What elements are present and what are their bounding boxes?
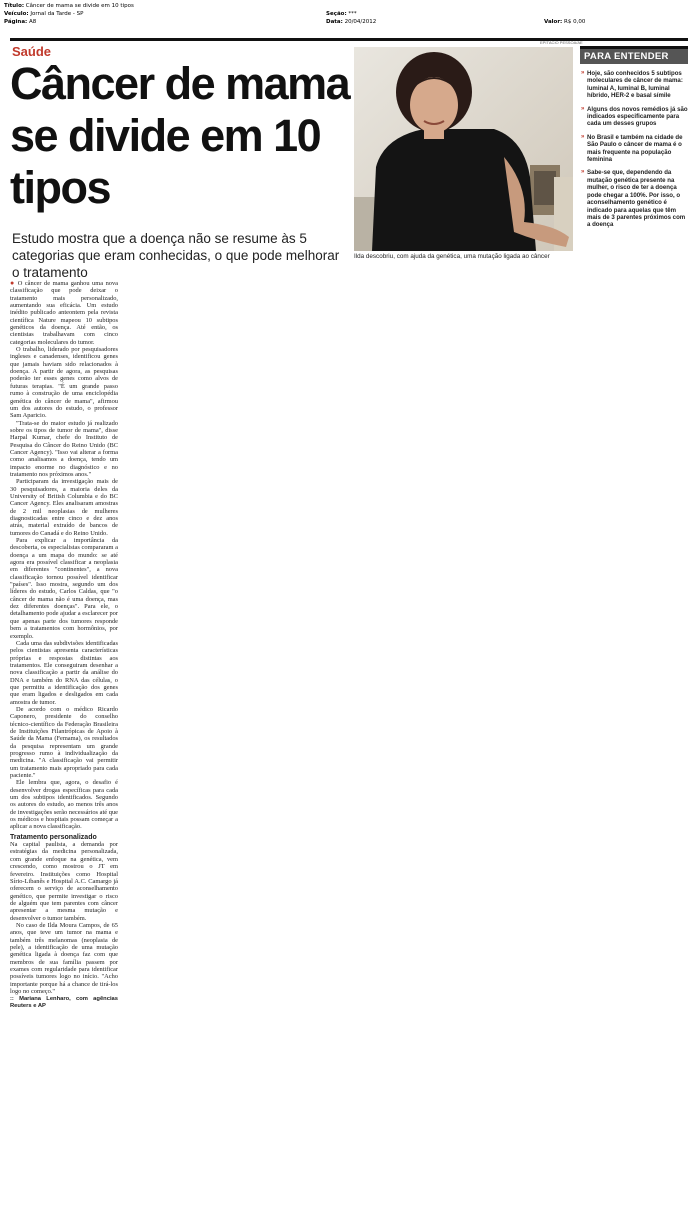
value-value: R$ 0,00: [564, 19, 586, 25]
woman-portrait-illustration: [354, 47, 573, 251]
section-label: Seção:: [326, 11, 347, 17]
sidebar-item: » Sabe-se que, dependendo da mutação genética presente na mulher, o risco de ter a doença pode chegar a 100%. Por isso, o aconselhamento genético é indicado para aquelas que têm mais de 3 parentes próximos com a doença: [581, 169, 686, 229]
date-value: 20/04/2012: [344, 19, 377, 25]
title-label: Título:: [4, 3, 25, 9]
value-label: Valor:: [544, 19, 563, 25]
paragraph: O trabalho, liderado por pesquisadores ingleses e canadenses, identificou genes que jamais haviam sido relacionados à doença. A partir de agora, as pesquisas poderão ter esses genes como alvos de futuras terapias. "É um grande passo rumo à construção de uma enciclopédia genética do câncer de mama", afirmou um dos autores do estudo, o professor Sam Aparicio.: [10, 346, 118, 420]
sidebar-item: » No Brasil e também na cidade de São Paulo o câncer de mama é o mais frequente na população feminina: [581, 133, 683, 164]
byline: :: Mariana Lenharo, com agências Reuters e AP: [10, 996, 118, 1010]
meta-row-page: [4, 19, 696, 27]
date-label: Data:: [326, 19, 343, 25]
paragraph: Para explicar a importância da descoberta, os especialistas compararam a doença a um mapa do mundo: se até agora era possível classificar a neoplasia em diferentes "continentes", a nova classificação tornou possível identificar "países". Isso mostra, segundo um dos líderes do estudo, Carlos Caldas, que "o câncer de mama não é uma doença, mas dez diferentes doenças". Para ele, o detalhamento pode ajudar a esclarecer por que apenas parte dos tumores responde bem a tratamentos com hormônios, por exemplo.: [10, 537, 118, 640]
clipping-metadata: [4, 3, 696, 27]
section-value: ***: [348, 11, 357, 17]
meta-row-vehicle: [4, 11, 696, 19]
paragraph: Participaram da investigação mais de 30 pesquisadores, a maioria deles da University of British Columbia e do BC Cancer Agency. Eles analisaram amostras de 2 mil neoplasias de mulheres diagnosticadas entre cinco e dez anos atrás, material extraído de bancos de tumores do Canadá e do Reino Unido.: [10, 478, 118, 537]
arrow-icon: »: [581, 169, 585, 176]
bullet-icon: ●: [10, 279, 16, 287]
headline: Câncer de mama se divide em 10 tipos: [10, 58, 350, 213]
paragraph: Ele lembra que, agora, o desafio é desenvolver drogas específicas para cada um dos subtipos identificados. Segundo os autores do estudo, ao menos três anos de investigações serão necessários até que os médicos e hospitais possam começar a aplicar a nova classificação.: [10, 779, 118, 831]
vehicle-value: Jornal da Tarde - SP: [30, 11, 84, 17]
article-photo: [354, 47, 573, 251]
meta-row-title: [4, 3, 696, 11]
title-value: Câncer de mama se divide em 10 tipos: [25, 3, 134, 9]
top-rule: [10, 38, 688, 41]
page-value: A8: [29, 19, 37, 25]
paragraph: "Trata-se do maior estudo já realizado sobre os tipos de tumor de mama", disse Harpal Kumar, chefe do Instituto de Pesquisa do Câncer do Reino Unido (BC Cancer Agency). "Isso vai alterar a forma como analisamos a doença, tendo um impacto enorme no diagnóstico e no tratamento nos próximos anos.": [10, 419, 118, 478]
subhead: Tratamento personalizado: [10, 833, 97, 841]
deck-subtitle: Estudo mostra que a doença não se resume às 5 categorias que eram conhecidas, o que pode melhorar o tratamento: [12, 231, 340, 280]
paragraph: ● O câncer de mama ganhou uma nova classificação que pode deixar o tratamento mais personalizado, aumentando sua eficácia. Um estudo inédito publicado anteontem pela revista científica Nature mapeou 10 subtipos genéticos da doença. Até então, os cientistas trabalhavam com cinco categorias moleculares do tumor.: [10, 279, 118, 346]
sidebar-item: » Alguns dos novos remédios já são indicados especificamente para cada um desses grupos: [581, 105, 688, 128]
photo-caption: Ilda descobriu, com ajuda da genética, uma mutação ligada ao câncer: [354, 253, 550, 260]
vehicle-label: Veículo:: [4, 11, 29, 17]
sidebar-para-entender: [580, 46, 688, 262]
photo-credit: EPITÁCIO PESSOA/AE: [540, 40, 583, 45]
arrow-icon: »: [581, 133, 585, 140]
sidebar-item: » Hoje, são conhecidos 5 subtipos moleculares de câncer de mama: luminal A, luminal B, luminal híbrido, HER-2 e basal símile: [581, 70, 683, 100]
section-label-saude: Saúde: [12, 44, 52, 59]
sidebar-title: PARA ENTENDER: [580, 49, 688, 64]
paragraph: De acordo com o médico Ricardo Caponero, presidente do conselho técnico-científico da Federação Brasileira de Instituições Filantrópicas de Apoio à Saúde da Mama (Femama), os resultados da pesquisa representam um grande progresso rumo à individualização da medicina. "A classificação vai permitir um tratamento mais apropriado para cada paciente.": [10, 705, 118, 780]
paragraph: No caso de Ilda Moura Campos, de 65 anos, que teve um tumor na mama e também três melanomas (neoplasia de pele), a identificação de uma mutação genética ligada à doença faz com que membros de sua família passem por exames com regularidade para identificar possíveis tumores logo no início. "Acho importante porque há a chance de tirá-los logo no começo.": [10, 921, 118, 995]
paragraph: Na capital paulista, a demanda por estratégias da medicina personalizada, com grande enfoque na genética, vem crescendo, como mostrou o JT em fevereiro. Instituições como Hospital Sírio-Libanês e Hospital A.C. Camargo já oferecem o serviço de aconselhamento genético, que permite investigar o risco de alguém que tem parentes com câncer apresentar a mesma mutação e desenvolver o tumor também.: [10, 841, 118, 922]
page-label: Página:: [4, 19, 28, 25]
paragraph: Cada uma das subdivisões identificadas pelos cientistas apresenta características próprias e respostas distintas aos tratamentos. Ele conseguiram desenhar a nova classificação a partir da análise do DNA e também do RNA das células, o que permitiu a identificação dos genes que eram ligados e desligados em cada amostra de tumor.: [10, 639, 118, 706]
article-body: [10, 280, 118, 1010]
arrow-icon: »: [581, 70, 585, 76]
arrow-icon: »: [581, 105, 585, 112]
